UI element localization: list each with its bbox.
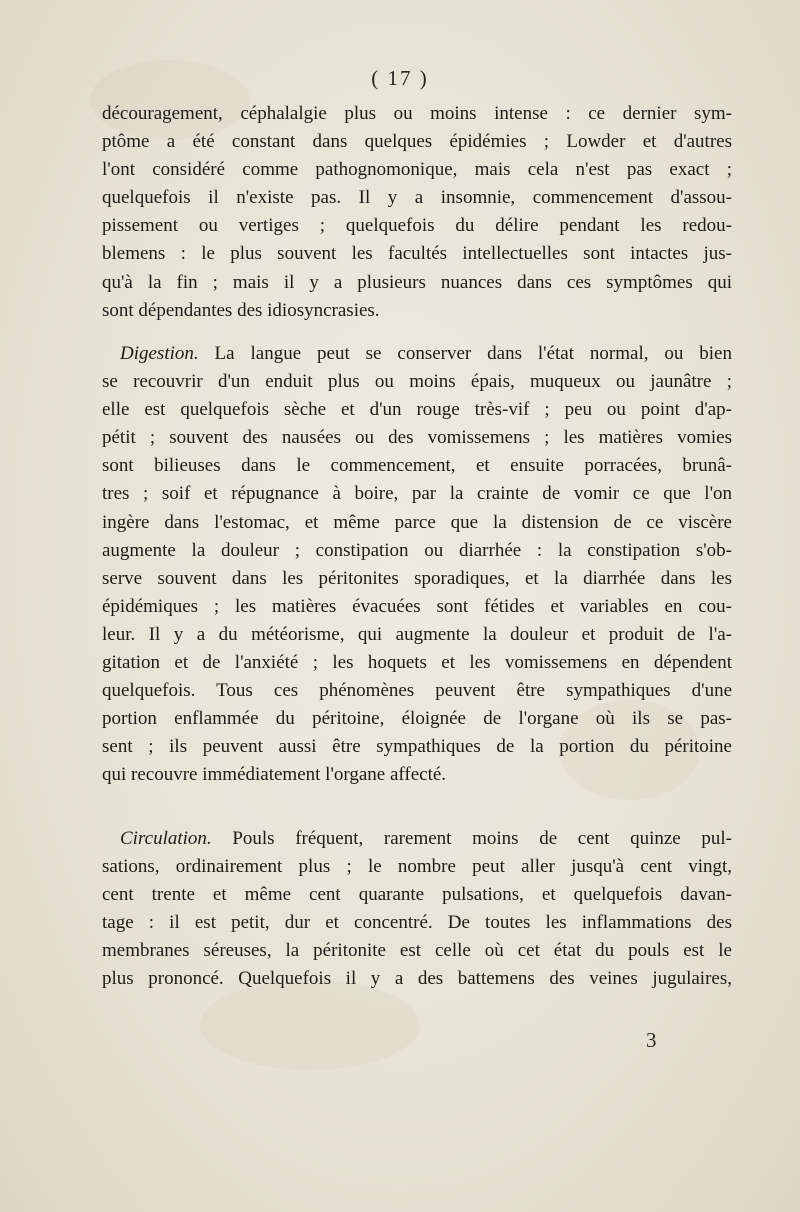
text-line: gitation et de l'anxiété ; les hoquets et les vomissemens en dépendent xyxy=(102,652,732,674)
text-line-lead xyxy=(102,825,732,853)
text-line-rest: La langue peut se conserver dans l'état normal, ou bien xyxy=(214,343,732,364)
text-line: pétit ; souvent des nausées ou des vomissemens ; les matières vomies xyxy=(102,427,732,449)
text-line-rest: Pouls fréquent, rarement moins de cent quinze pul- xyxy=(232,828,732,849)
text-line-lead xyxy=(102,340,732,368)
text-line: sent ; ils peuvent aussi être sympathiques de la portion du péritoine xyxy=(102,736,732,758)
text-line: sont dépendantes des idiosyncrasies. xyxy=(102,299,380,321)
text-line: qu'à la fin ; mais il y a plusieurs nuances dans ces symptômes qui xyxy=(102,271,732,293)
text-line: tres ; soif et répugnance à boire, par la crainte de vomir ce que l'on xyxy=(102,483,732,505)
text-line: blemens : le plus souvent les facultés intellectuelles sont intactes jus- xyxy=(102,243,732,265)
text-line: pissement ou vertiges ; quelquefois du délire pendant les redou- xyxy=(102,215,732,237)
text-line: serve souvent dans les péritonites sporadiques, et la diarrhée dans les xyxy=(102,567,732,589)
text-line: ptôme a été constant dans quelques épidémies ; Lowder et d'autres xyxy=(102,131,732,153)
text-line: quelquefois il n'existe pas. Il y a insomnie, commencement d'assou- xyxy=(102,187,732,209)
text-line: leur. Il y a du météorisme, qui augmente la douleur et produit de l'a- xyxy=(102,623,732,645)
text-line: membranes séreuses, la péritonite est celle où cet état du pouls est le xyxy=(102,940,732,962)
text-line: sont bilieuses dans le commencement, et ensuite porracées, brunâ- xyxy=(102,455,732,477)
page-footer-number: 3 xyxy=(646,1028,657,1052)
paragraph-circulation xyxy=(102,825,732,994)
paragraph-digestion xyxy=(102,340,732,790)
text-line: découragement, céphalalgie plus ou moins intense : ce dernier sym- xyxy=(102,103,732,124)
text-line: épidémiques ; les matières évacuées sont fétides et variables en cou- xyxy=(102,595,732,617)
text-line: quelquefois. Tous ces phénomènes peuvent être sympathiques d'une xyxy=(102,680,732,702)
text-line: portion enflammée du péritoine, éloignée de l'organe où ils se pas- xyxy=(102,708,732,730)
text-line: ingère dans l'estomac, et même parce que la distension de ce viscère xyxy=(102,511,732,533)
text-line: augmente la douleur ; constipation ou diarrhée : la constipation s'ob- xyxy=(102,539,732,561)
text-line: se recouvrir d'un enduit plus ou moins épais, muqueux ou jaunâtre ; xyxy=(102,371,732,393)
text-line: qui recouvre immédiatement l'organe affecté. xyxy=(102,764,447,786)
text-line: cent trente et même cent quarante pulsations, et quelquefois davan- xyxy=(102,884,732,906)
section-lead-digestion: Digestion. xyxy=(120,343,199,364)
section-lead-circulation: Circulation. xyxy=(120,828,212,849)
text-line: elle est quelquefois sèche et d'un rouge très-vif ; peu ou point d'ap- xyxy=(102,399,732,421)
page-header-number: ( 17 ) xyxy=(371,66,429,90)
text-line: tage : il est petit, dur et concentré. De toutes les inflammations des xyxy=(102,912,732,934)
text-line: sations, ordinairement plus ; le nombre peut aller jusqu'à cent vingt, xyxy=(102,856,732,878)
text-line: plus prononcé. Quelquefois il y a des battemens des veines jugulaires, xyxy=(102,968,732,990)
paragraph-1 xyxy=(102,100,732,325)
text-line: l'ont considéré comme pathognomonique, mais cela n'est pas exact ; xyxy=(102,159,732,181)
